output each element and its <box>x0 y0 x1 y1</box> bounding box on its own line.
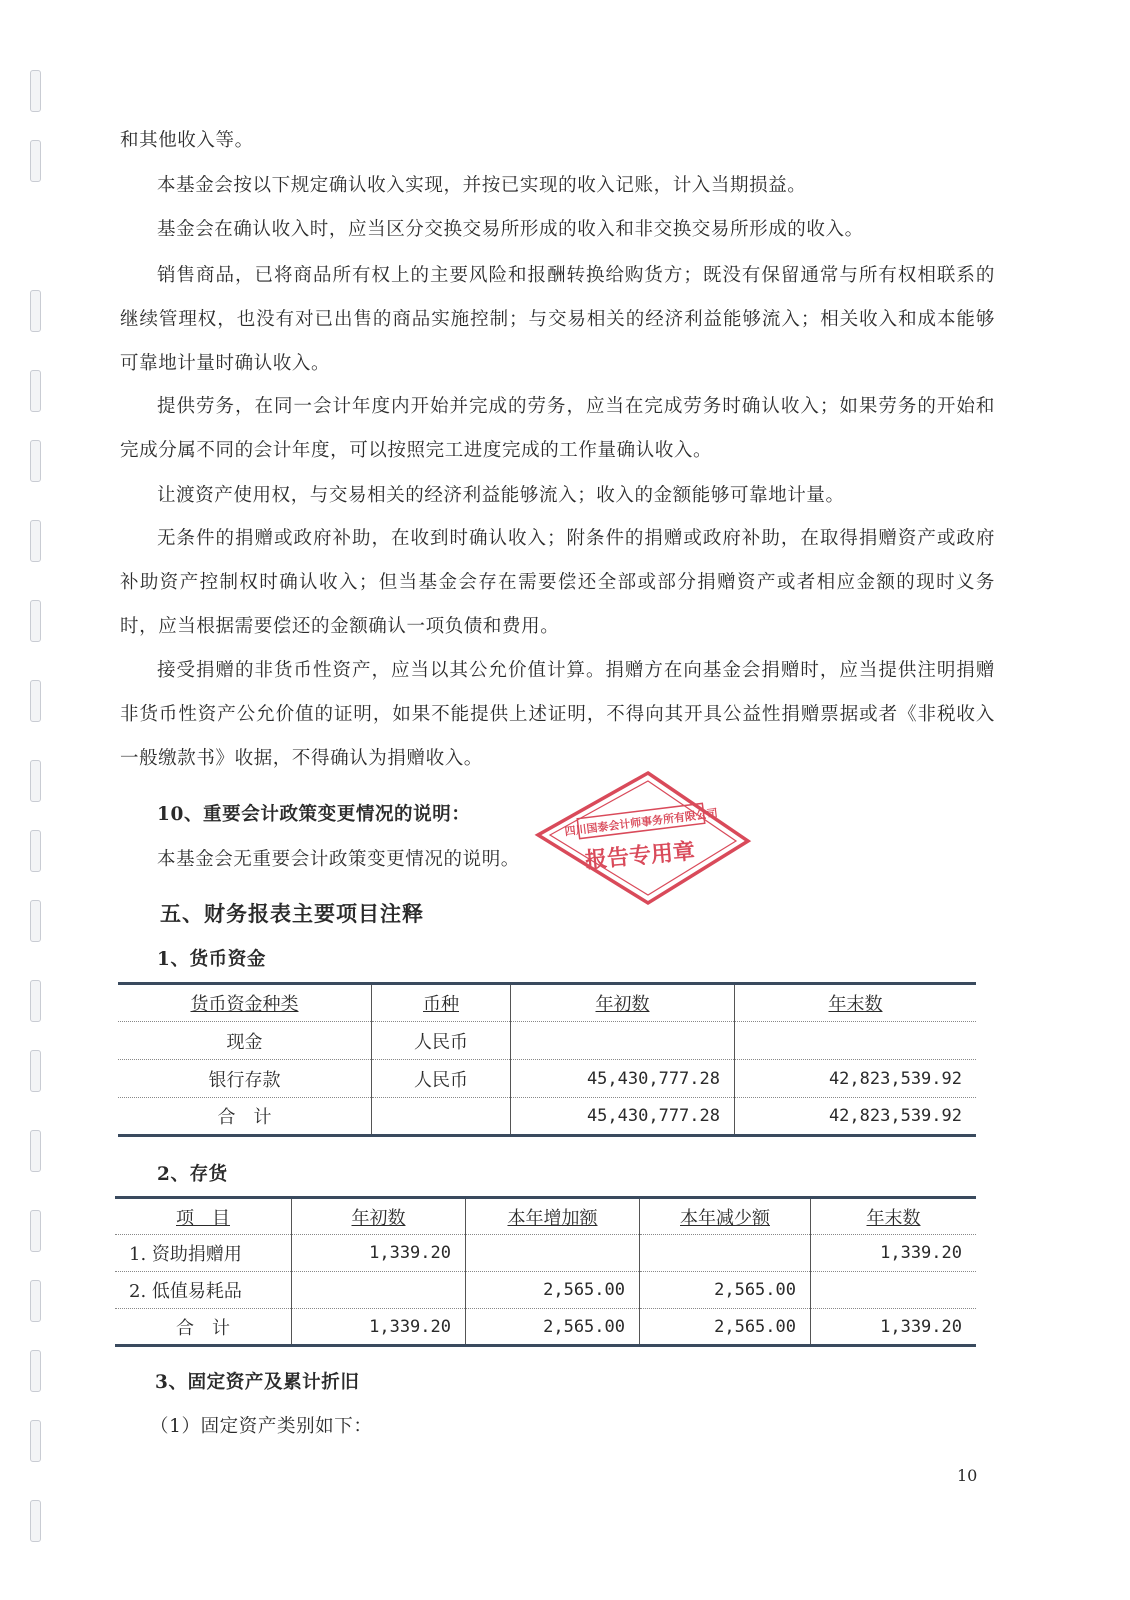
table-header-row <box>118 984 976 1022</box>
paragraph-exchange-transactions: 基金会在确认收入时，应当区分交换交易所形成的收入和非交换交易所形成的收入。 <box>157 219 864 240</box>
table-cell: 1,339.20 <box>292 1235 466 1272</box>
policy-change-heading: 10、重要会计政策变更情况的说明： <box>157 804 471 825</box>
column-header: 年初数 <box>511 984 735 1022</box>
table-cell <box>640 1235 811 1272</box>
paragraph-noncash-donations: 接受捐赠的非货币性资产，应当以其公允价值计算。捐赠方在向基金会捐赠时，应当提供注明捐赠非货币性资产公允价值的证明，如果不能提供上述证明，不得向其开具公益性捐赠票据或者《非税收入一般缴款书》收据，不得确认为捐赠收入。 <box>120 660 995 769</box>
table-cell: 42,823,539.92 <box>735 1098 977 1136</box>
section-title: 五、财务报表主要项目注释 <box>160 901 424 926</box>
inventory-table <box>115 1196 976 1347</box>
table-cell: 2,565.00 <box>466 1272 640 1309</box>
column-header: 年初数 <box>292 1198 466 1235</box>
table-cell: 1. 资助捐赠用 <box>129 1244 242 1265</box>
column-header: 货币资金种类 <box>190 994 299 1015</box>
binding-holes <box>0 0 60 1600</box>
stamp-diamond-inner <box>550 781 736 895</box>
column-header: 币种 <box>372 984 511 1022</box>
table-cell: 银行存款 <box>208 1069 281 1091</box>
table-row <box>115 1235 976 1272</box>
report-seal-stamp <box>520 735 760 915</box>
table-total-row <box>115 1309 976 1346</box>
cash-table <box>118 982 976 1137</box>
table-row <box>118 1060 976 1098</box>
table-cell: 2. 低值易耗品 <box>129 1281 242 1302</box>
paragraph-income-continuation: 和其他收入等。 <box>120 130 254 151</box>
table-cell: 2,565.00 <box>640 1309 811 1346</box>
paragraph-sales-of-goods: 销售商品，已将商品所有权上的主要风险和报酬转换给购货方；既没有保留通常与所有权相联系的继续管理权，也没有对已出售的商品实施控制；与交易相关的经济利益能够流入；相关收入和成本能够可靠地计量时确认收入。 <box>120 265 995 374</box>
table-cell: 人民币 <box>372 1022 511 1060</box>
paragraph-donations-grants: 无条件的捐赠或政府补助，在收到时确认收入；附条件的捐赠或政府补助，在取得捐赠资产或政府补助资产控制权时确认收入；但当基金会存在需要偿还全部或部分捐赠资产或者相应金额的现时义务时，应当根据需要偿还的金额确认一项负债和费用。 <box>120 528 995 637</box>
column-header: 年末数 <box>735 984 977 1022</box>
table-cell: 1,339.20 <box>292 1309 466 1346</box>
column-header: 年末数 <box>811 1198 977 1235</box>
fixed-assets-subheading: （1）固定资产类别如下： <box>150 1416 373 1437</box>
table-cell <box>292 1272 466 1309</box>
fixed-assets-heading: 3、固定资产及累计折旧 <box>155 1372 360 1393</box>
paragraph-asset-use: 让渡资产使用权，与交易相关的经济利益能够流入；收入的金额能够可靠地计量。 <box>157 485 845 506</box>
paragraph-income-recognition: 本基金会按以下规定确认收入实现，并按已实现的收入记账，计入当期损益。 <box>157 175 807 196</box>
table-cell <box>511 1022 735 1060</box>
stamp-label: 报告专用章 <box>584 838 697 874</box>
table-cell: 45,430,777.28 <box>511 1098 735 1136</box>
table-header-row <box>115 1198 976 1235</box>
table-cell <box>811 1272 977 1309</box>
table-cell: 合 计 <box>217 1107 272 1128</box>
table-row <box>115 1272 976 1309</box>
table-cell: 45,430,777.28 <box>511 1060 735 1098</box>
stamp-org-name: 四川国泰会计师事务所有限公司 <box>563 806 719 839</box>
table-cell <box>735 1022 977 1060</box>
page-number: 10 <box>957 1466 978 1485</box>
table-cell: 2,565.00 <box>640 1272 811 1309</box>
column-header: 本年增加额 <box>466 1198 640 1235</box>
table-cell: 42,823,539.92 <box>735 1060 977 1098</box>
paragraph-services: 提供劳务，在同一会计年度内开始并完成的劳务，应当在完成劳务时确认收入；如果劳务的开始和完成分属不同的会计年度，可以按照完工进度完成的工作量确认收入。 <box>120 396 995 461</box>
table-cell <box>466 1235 640 1272</box>
cash-heading: 1、货币资金 <box>157 949 266 970</box>
table-cell: 合 计 <box>176 1317 230 1339</box>
table-cell: 1,339.20 <box>811 1235 977 1272</box>
policy-change-text: 本基金会无重要会计政策变更情况的说明。 <box>157 849 520 870</box>
inventory-heading: 2、存货 <box>157 1164 228 1185</box>
stamp-diamond-border <box>538 773 748 903</box>
table-cell: 人民币 <box>372 1060 511 1098</box>
table-cell: 现金 <box>226 1031 263 1053</box>
column-header: 本年减少额 <box>640 1198 811 1235</box>
table-row <box>118 1022 976 1060</box>
table-cell: 2,565.00 <box>466 1309 640 1346</box>
table-cell <box>372 1098 511 1136</box>
table-cell: 1,339.20 <box>811 1309 977 1346</box>
column-header: 项 目 <box>176 1207 230 1229</box>
table-total-row <box>118 1098 976 1136</box>
